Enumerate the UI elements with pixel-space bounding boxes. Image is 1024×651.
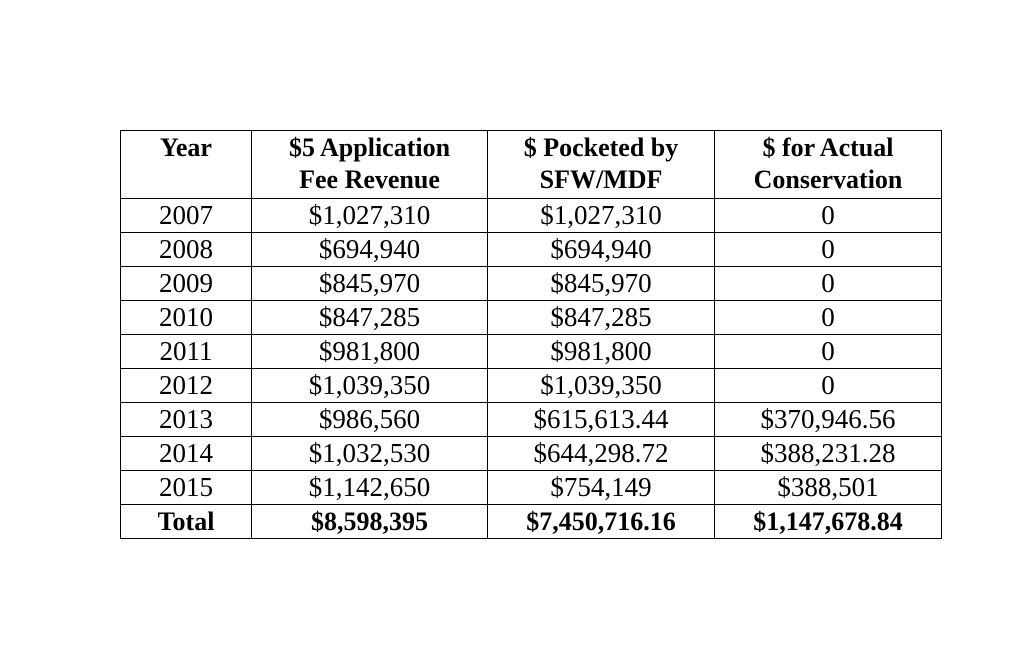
- cell-pocketed: $694,940: [488, 233, 715, 267]
- header-year-line-1: Year: [160, 133, 212, 162]
- table-row: [121, 471, 942, 505]
- cell-pocketed: $845,970: [488, 267, 715, 301]
- header-year: [121, 131, 252, 199]
- total-label: Total: [121, 505, 252, 539]
- header-application-fee-revenue: [252, 131, 488, 199]
- cell-conservation: $388,231.28: [715, 437, 942, 471]
- cell-conservation: $370,946.56: [715, 403, 942, 437]
- header-pocketed-line-2: SFW/MDF: [539, 165, 663, 194]
- cell-year: 2008: [121, 233, 252, 267]
- cell-revenue: $1,027,310: [252, 199, 488, 233]
- cell-conservation: 0: [715, 335, 942, 369]
- cell-conservation: 0: [715, 267, 942, 301]
- cell-pocketed: $1,039,350: [488, 369, 715, 403]
- table-row: [121, 437, 942, 471]
- table-row: [121, 267, 942, 301]
- total-pocketed: $7,450,716.16: [488, 505, 715, 539]
- cell-revenue: $986,560: [252, 403, 488, 437]
- cell-year: 2011: [121, 335, 252, 369]
- cell-year: 2012: [121, 369, 252, 403]
- cell-pocketed: $615,613.44: [488, 403, 715, 437]
- cell-conservation: 0: [715, 199, 942, 233]
- cell-year: 2015: [121, 471, 252, 505]
- cell-conservation: 0: [715, 301, 942, 335]
- table-row: [121, 233, 942, 267]
- cell-year: 2007: [121, 199, 252, 233]
- total-revenue: $8,598,395: [252, 505, 488, 539]
- header-revenue-line-2: Fee Revenue: [299, 165, 440, 194]
- header-conservation-line-1: $ for Actual: [762, 133, 894, 162]
- cell-revenue: $1,032,530: [252, 437, 488, 471]
- cell-revenue: $694,940: [252, 233, 488, 267]
- cell-pocketed: $644,298.72: [488, 437, 715, 471]
- header-conservation: [715, 131, 942, 199]
- cell-revenue: $847,285: [252, 301, 488, 335]
- cell-revenue: $1,142,650: [252, 471, 488, 505]
- fee-revenue-table: [120, 130, 942, 539]
- table-row: [121, 335, 942, 369]
- table-row: [121, 403, 942, 437]
- table-row: [121, 199, 942, 233]
- cell-conservation: 0: [715, 233, 942, 267]
- header-conservation-line-2: Conservation: [753, 165, 903, 194]
- cell-conservation: $388,501: [715, 471, 942, 505]
- total-conservation: $1,147,678.84: [715, 505, 942, 539]
- table-header-row: [121, 131, 942, 199]
- cell-pocketed: $1,027,310: [488, 199, 715, 233]
- header-revenue-line-1: $5 Application: [288, 133, 451, 162]
- table-total-row: [121, 505, 942, 539]
- cell-year: 2014: [121, 437, 252, 471]
- header-pocketed: [488, 131, 715, 199]
- cell-conservation: 0: [715, 369, 942, 403]
- cell-year: 2010: [121, 301, 252, 335]
- cell-year: 2013: [121, 403, 252, 437]
- cell-revenue: $981,800: [252, 335, 488, 369]
- cell-year: 2009: [121, 267, 252, 301]
- header-pocketed-line-1: $ Pocketed by: [523, 133, 679, 162]
- table-row: [121, 369, 942, 403]
- table-row: [121, 301, 942, 335]
- cell-pocketed: $847,285: [488, 301, 715, 335]
- cell-revenue: $845,970: [252, 267, 488, 301]
- cell-revenue: $1,039,350: [252, 369, 488, 403]
- cell-pocketed: $981,800: [488, 335, 715, 369]
- cell-pocketed: $754,149: [488, 471, 715, 505]
